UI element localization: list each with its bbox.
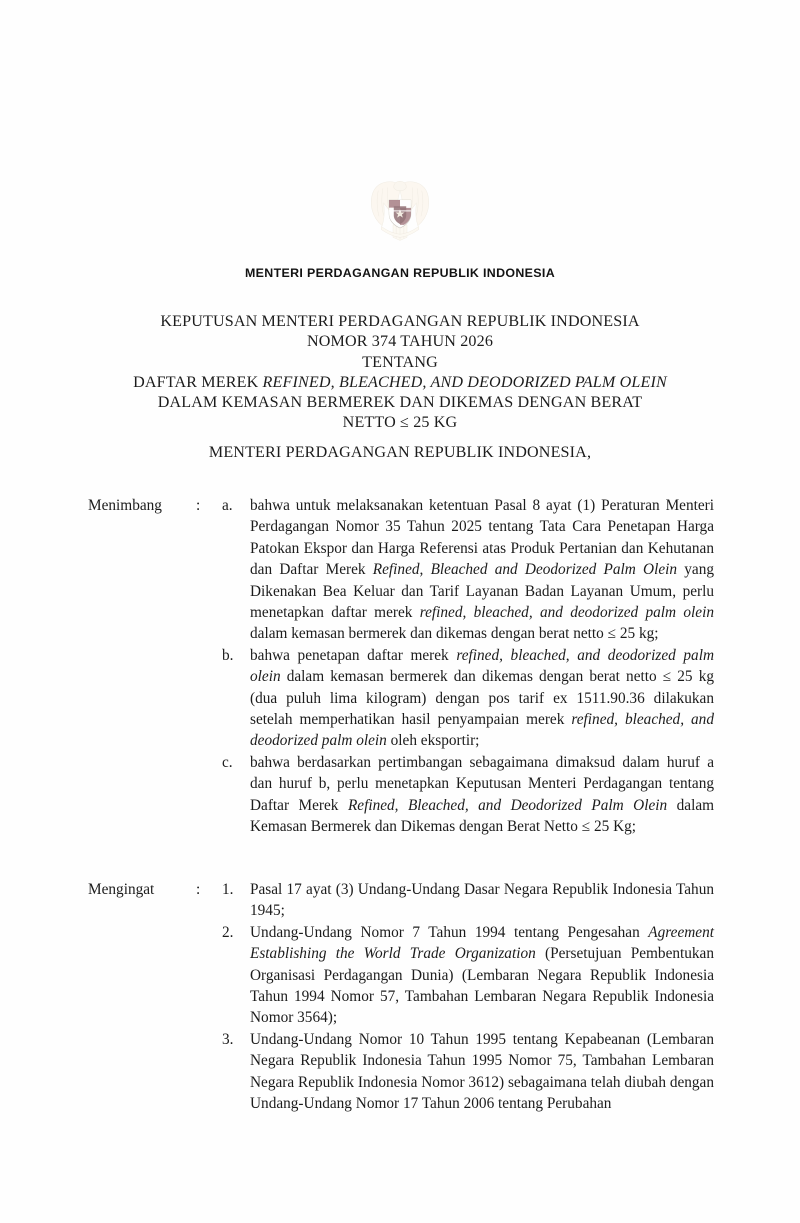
issuing-authority-line: MENTERI PERDAGANGAN REPUBLIK INDONESIA, — [208, 444, 592, 461]
mengingat-row — [88, 879, 714, 1114]
menimbang-label: Menimbang — [88, 497, 162, 514]
text-run: Pasal 17 ayat (3) Undang-Undang Dasar Negara Republik Indonesia Tahun 1945; — [250, 881, 714, 920]
decree-title-block — [60, 312, 740, 434]
clause-marker: 1. — [222, 881, 234, 898]
clause-text — [250, 879, 714, 922]
mengingat-items — [222, 879, 714, 1114]
text-run: dalam kemasan bermerek dan dikemas dengan berat netto ≤ 25 kg (dua puluh lima kilogram) dengan pos tarif ex 1511.90.36 dilakukan setelah memperhatikan hasil penyampaian merek — [250, 668, 714, 729]
text-run: Undang-Undang Nomor 10 Tahun 1995 tentang Kepabeanan (Lembaran Negara Republik Indonesia Tahun 1995 Nomor 75, Tambahan Lembaran Negara Republik Indonesia Nomor 3612) sebagaimana telah diubah dengan Undang-Undang Nomor 17 Tahun 2006 tentang Perubahan — [250, 1030, 714, 1113]
clause-text — [250, 922, 714, 1029]
text-run: bahwa berdasarkan pertimbangan sebagaimana dimaksud dalam huruf a dan huruf b, perlu menetapkan Keputusan Menteri Perdagangan tentang Daftar Merek — [250, 753, 714, 814]
text-run: bahwa penetapan daftar merek — [250, 646, 457, 664]
text-run: bahwa untuk melaksanakan ketentuan Pasal 8 ayat (1) Peraturan Menteri Perdagangan Nomor 35 Tahun 2025 tentang Tata Cara Penetapan Harga Patokan Ekspor dan Harga Referensi atas Produk Pertanian dan Kehutanan dan Daftar Merek — [250, 497, 714, 579]
title-line-4-subject — [60, 373, 740, 393]
clause-item — [222, 1029, 714, 1115]
emblem-container — [0, 172, 800, 242]
garuda-pancasila-emblem — [361, 172, 439, 242]
title-line-6-netto: NETTO ≤ 25 KG — [342, 414, 458, 432]
clause-text — [250, 645, 714, 752]
clause-item — [222, 495, 714, 645]
title-line-3-tentang: TENTANG — [362, 353, 438, 371]
menimbang-colon: : — [196, 497, 201, 514]
menimbang-row — [88, 495, 714, 838]
clause-marker: a. — [222, 497, 233, 514]
text-run: yang Dikenakan Bea Keluar dan Tarif Layanan Badan Layanan Umum, perlu menetapkan daftar merek — [250, 561, 715, 622]
clause-item — [222, 645, 714, 752]
text-run: dalam kemasan bermerek dan dikemas dengan berat netto ≤ 25 kg; — [250, 625, 659, 643]
italic-term: Refined, Bleached and Deodorized Palm Olein — [372, 561, 678, 579]
menimbang-section — [88, 495, 714, 838]
title-line-4-italic: REFINED, BLEACHED, AND DEODORIZED PALM OLEIN — [262, 373, 667, 391]
clause-item — [222, 922, 714, 1029]
italic-term: refined, bleached, and deodorized palm olein — [250, 646, 715, 686]
italic-term: Agreement Establishing the World Trade Organization — [250, 923, 714, 963]
title-line-4-plain: DAFTAR MEREK — [133, 373, 263, 391]
clause-text — [250, 495, 714, 645]
mengingat-section — [88, 879, 714, 1114]
text-run: (Persetujuan Pembentukan Organisasi Perdagangan Dunia) (Lembaran Negara Republik Indonesia Tahun 1994 Nomor 57, Tambahan Lembaran Negara Republik Indonesia Nomor 3564); — [250, 945, 714, 1027]
clause-marker: 2. — [222, 923, 234, 941]
clause-marker: c. — [222, 753, 233, 771]
title-line-5: DALAM KEMASAN BERMEREK DAN DIKEMAS DENGAN BERAT — [157, 394, 643, 412]
italic-term: refined, bleached, and deodorized palm olein — [419, 604, 714, 622]
clause-marker: 3. — [222, 1030, 234, 1048]
clause-item — [222, 752, 714, 838]
italic-term: refined, bleached, and deodorized palm olein — [250, 711, 714, 750]
clause-text — [250, 752, 714, 838]
clause-text — [250, 1029, 714, 1115]
text-run: dalam Kemasan Bermerek dan Dikemas dengan Berat Netto ≤ 25 Kg; — [250, 796, 715, 836]
menimbang-items — [222, 495, 714, 838]
mengingat-label: Mengingat — [88, 881, 155, 898]
text-run: oleh eksportir; — [386, 732, 480, 750]
title-line-2-number: NOMOR 374 TAHUN 2026 — [306, 333, 494, 351]
text-run: Undang-Undang Nomor 7 Tahun 1994 tentang Pengesahan — [250, 923, 649, 941]
masthead-title: MENTERI PERDAGANGAN REPUBLIK INDONESIA — [244, 266, 555, 280]
italic-term: Refined, Bleached, and Deodorized Palm Olein — [347, 796, 668, 814]
clause-item — [222, 879, 714, 922]
mengingat-colon: : — [196, 881, 201, 898]
clause-marker: b. — [222, 646, 234, 664]
title-line-1: KEPUTUSAN MENTERI PERDAGANGAN REPUBLIK INDONESIA — [160, 313, 640, 330]
